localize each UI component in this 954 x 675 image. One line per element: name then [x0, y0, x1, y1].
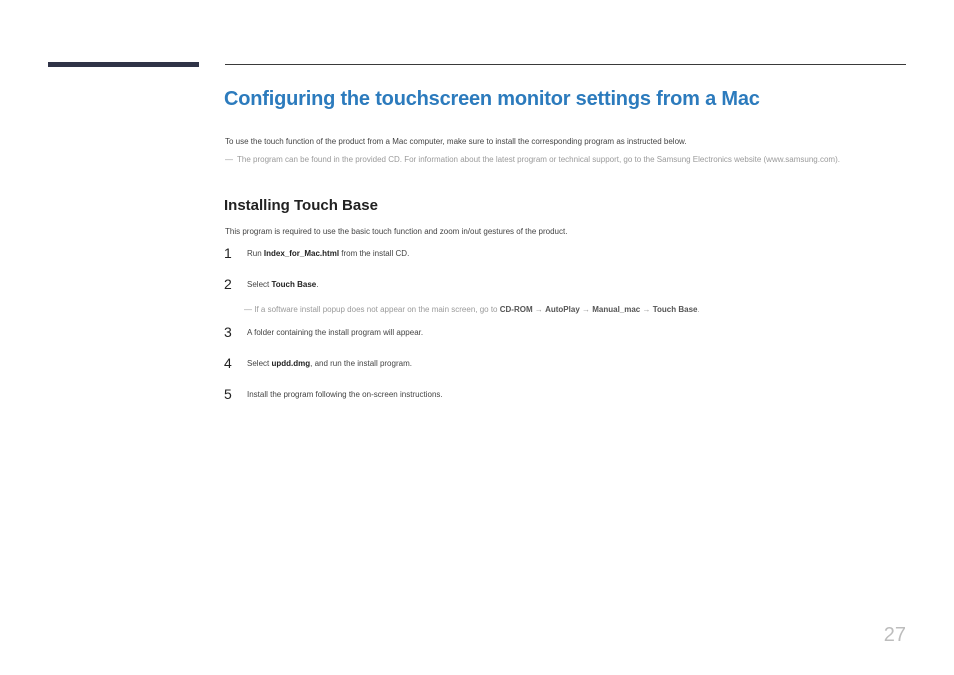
section-title: Installing Touch Base — [224, 197, 378, 214]
cd-note — [225, 153, 907, 166]
subnote-dash: ― — [244, 305, 252, 314]
step-text-pre: Select — [247, 280, 272, 289]
step-text-post: from the install CD. — [339, 249, 410, 258]
step-number: 4 — [224, 355, 232, 371]
step-text-post: , and run the install program. — [310, 359, 412, 368]
step-text — [247, 280, 318, 289]
intro-paragraph: To use the touch function of the product from a Mac computer, make sure to install the corresponding program as instructed below. — [225, 137, 687, 146]
step-text: Install the program following the on-screen instructions. — [247, 390, 443, 399]
arrow-icon: → — [534, 305, 543, 314]
step-text-bold: updd.dmg — [271, 359, 311, 368]
step-text-bold: Index_for_Mac.html — [263, 249, 340, 258]
step-text: A folder containing the install program will appear. — [247, 328, 424, 337]
path-touch-base: Touch Base — [652, 305, 698, 314]
path-cd-rom: CD-ROM — [499, 305, 533, 314]
subnote-end: . — [697, 305, 700, 314]
header-rule — [225, 64, 906, 65]
step-number: 2 — [224, 276, 232, 292]
step-number: 3 — [224, 324, 232, 340]
step-text — [247, 249, 409, 258]
step-text-pre: Select — [247, 359, 272, 368]
note-dash: ― — [225, 155, 233, 164]
note-text: The program can be found in the provided CD. For information about the latest program or technical support, go to the Samsung Electronics website (www.samsung.com). — [237, 155, 840, 164]
page-number: 27 — [883, 624, 906, 646]
arrow-icon: → — [582, 305, 590, 314]
left-accent-bar — [48, 62, 199, 67]
subnote-text: If a software install popup does not appear on the main screen, go to — [254, 305, 500, 314]
step-text-bold: Touch Base — [271, 280, 317, 289]
section-description: This program is required to use the basic touch function and zoom in/out gestures of the product. — [225, 227, 568, 236]
step-number: 5 — [224, 386, 232, 402]
step-text-pre: Run — [247, 249, 264, 258]
autoplay-note — [244, 305, 700, 314]
step-text-post: . — [316, 280, 319, 289]
arrow-icon: → — [642, 305, 651, 314]
page-title: Configuring the touchscreen monitor settings from a Mac — [224, 88, 760, 110]
step-text — [247, 359, 412, 368]
path-manual-mac: Manual_mac — [592, 305, 641, 314]
step-number: 1 — [224, 245, 232, 261]
path-autoplay: AutoPlay — [545, 305, 580, 314]
